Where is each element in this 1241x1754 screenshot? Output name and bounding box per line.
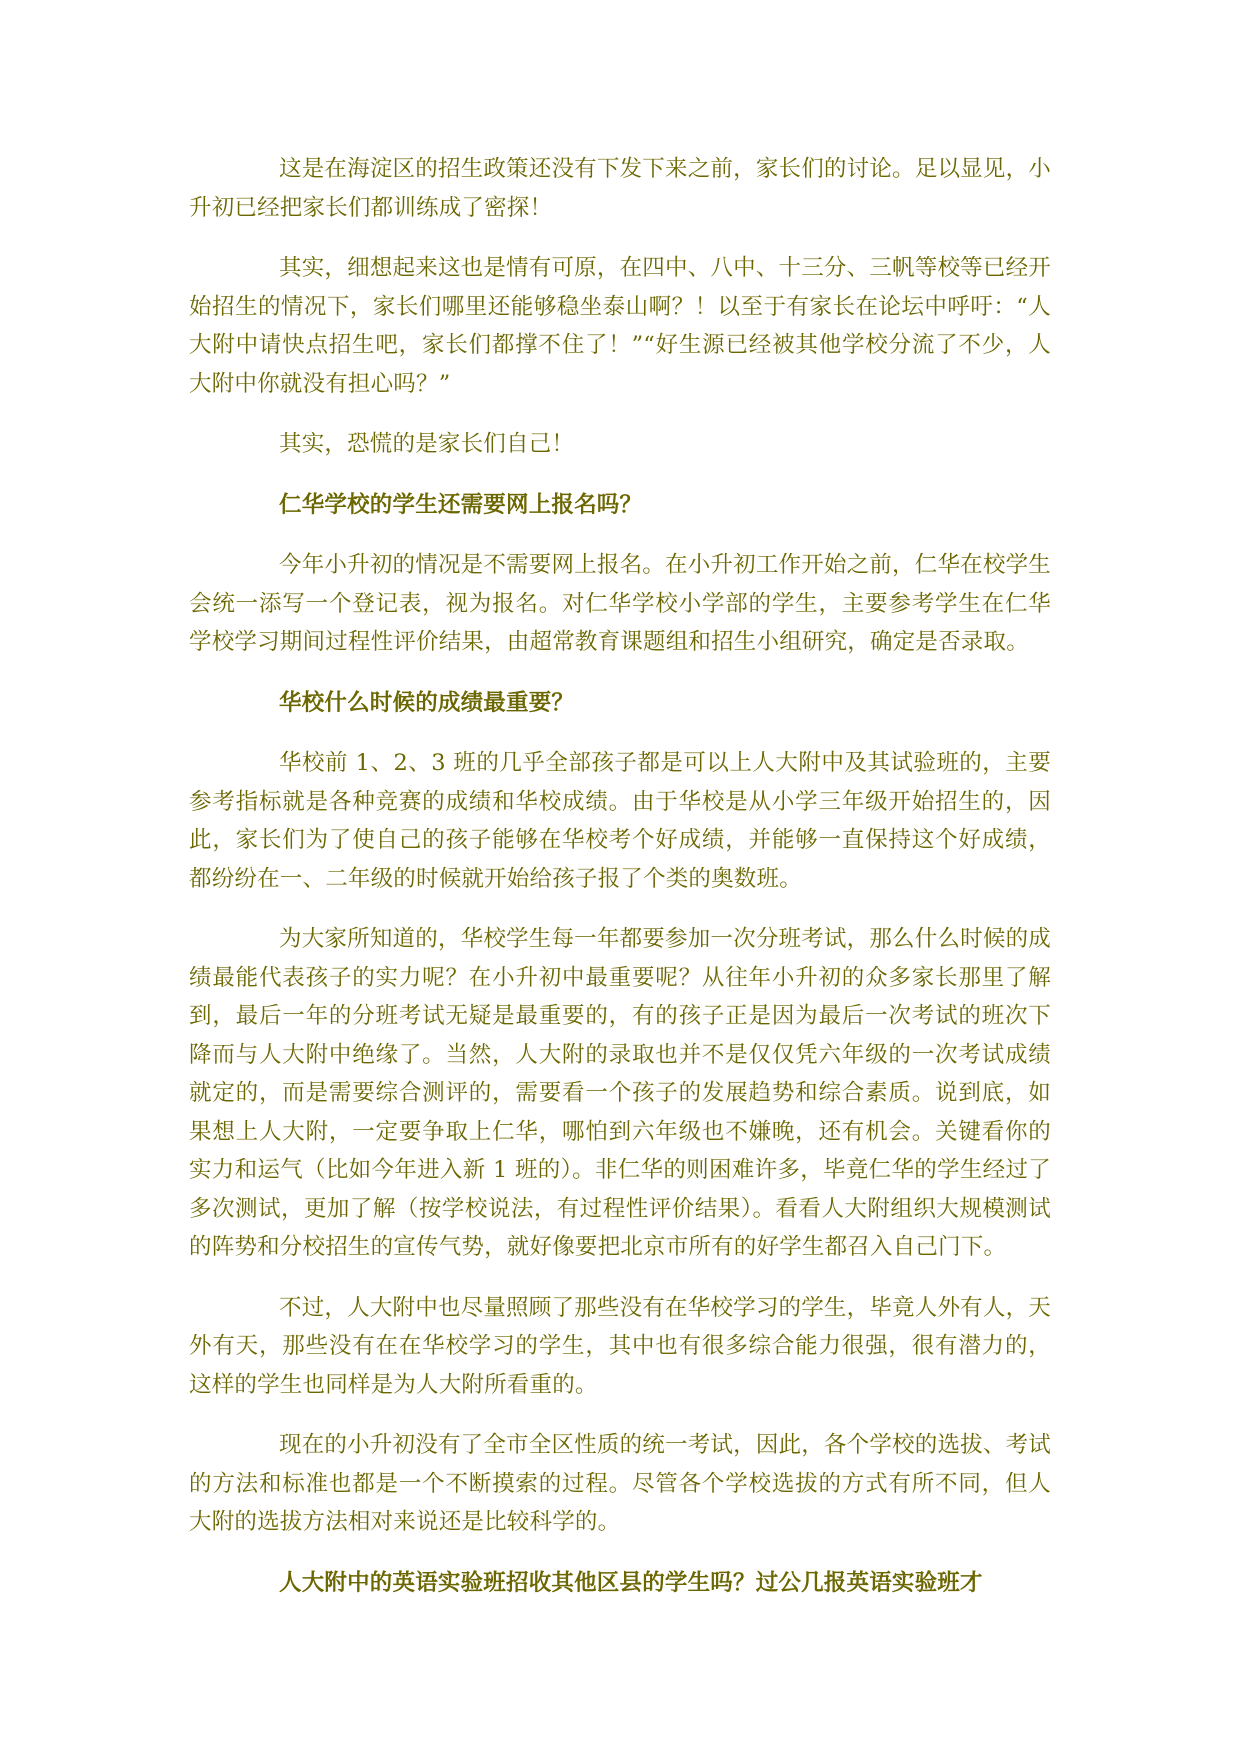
- paragraph: 华校前 1、2、3 班的几乎全部孩子都是可以上人大附中及其试验班的，主要参考指标就是各种竞赛的成绩和华校成绩。由于华校是从小学三年级开始招生的，因此，家长们为了使自己的孩子能够在华校考个好成绩，并能够一直保持这个好成绩，都纷纷在一、二年级的时候就开始给孩子报了个类的奥数班。: [189, 750, 1051, 892]
- document-body: [189, 150, 1051, 1624]
- paragraph: 其实，细想起来这也是情有可原，在四中、八中、十三分、三帆等校等已经开始招生的情况下，家长们哪里还能够稳坐泰山啊？！以至于有家长在论坛中呼吁：“人大附中请快点招生吧，家长们都撑不住了！”“好生源已经被其他学校分流了不少，人大附中你就没有担心吗？”: [189, 255, 1051, 397]
- paragraph: 不过，人大附中也尽量照顾了那些没有在华校学习的学生，毕竟人外有人，天外有天，那些没有在在华校学习的学生，其中也有很多综合能力很强，很有潜力的，这样的学生也同样是为人大附所看重的。: [189, 1294, 1051, 1398]
- section-heading: 人大附中的英语实验班招收其他区县的学生吗？过公几报英语实验班才: [279, 1569, 983, 1596]
- section-heading: 华校什么时候的成绩最重要？: [279, 689, 575, 716]
- section-heading: 仁华学校的学生还需要网上报名吗？: [279, 491, 643, 518]
- paragraph: 今年小升初的情况是不需要网上报名。在小升初工作开始之前，仁华在校学生会统一添写一个登记表，视为报名。对仁华学校小学部的学生，主要参考学生在仁华学校学习期间过程性评价结果，由超常教育课题组和招生小组研究，确定是否录取。: [189, 552, 1051, 655]
- paragraph: 现在的小升初没有了全市全区性质的统一考试，因此，各个学校的选拔、考试的方法和标准也都是一个不断摸索的过程。尽管各个学校选拔的方式有所不同，但人大附的选拔方法相对来说还是比较科学的。: [189, 1432, 1051, 1535]
- paragraph: 其实，恐慌的是家长们自己！: [279, 431, 575, 457]
- paragraph: 这是在海淀区的招生政策还没有下发下来之前，家长们的讨论。足以显见，小升初已经把家长们都训练成了密探！: [189, 156, 1051, 221]
- paragraph: 为大家所知道的，华校学生每一年都要参加一次分班考试，那么什么时候的成绩最能代表孩子的实力呢？在小升初中最重要呢？从往年小升初的众多家长那里了解到，最后一年的分班考试无疑是最重要的，有的孩子正是因为最后一次考试的班次下降而与人大附中绝缘了。当然，人大附的录取也并不是仅仅凭六年级的一次考试成绩就定的，而是需要综合测评的，需要看一个孩子的发展趋势和综合素质。说到底，如果想上人大附，一定要争取上仁华，哪怕到六年级也不嫌晚，还有机会。关键看你的实力和运气（比如今年进入新 1 班的）。非仁华的则困难许多，毕竟仁华的学生经过了多次测试，更加了解（按学校说法，有过程性评价结果）。看看人大附组织大规模测试的阵势和分校招生的宣传气势，就好像要把北京市所有的好学生都召入自己门下。: [189, 926, 1051, 1260]
